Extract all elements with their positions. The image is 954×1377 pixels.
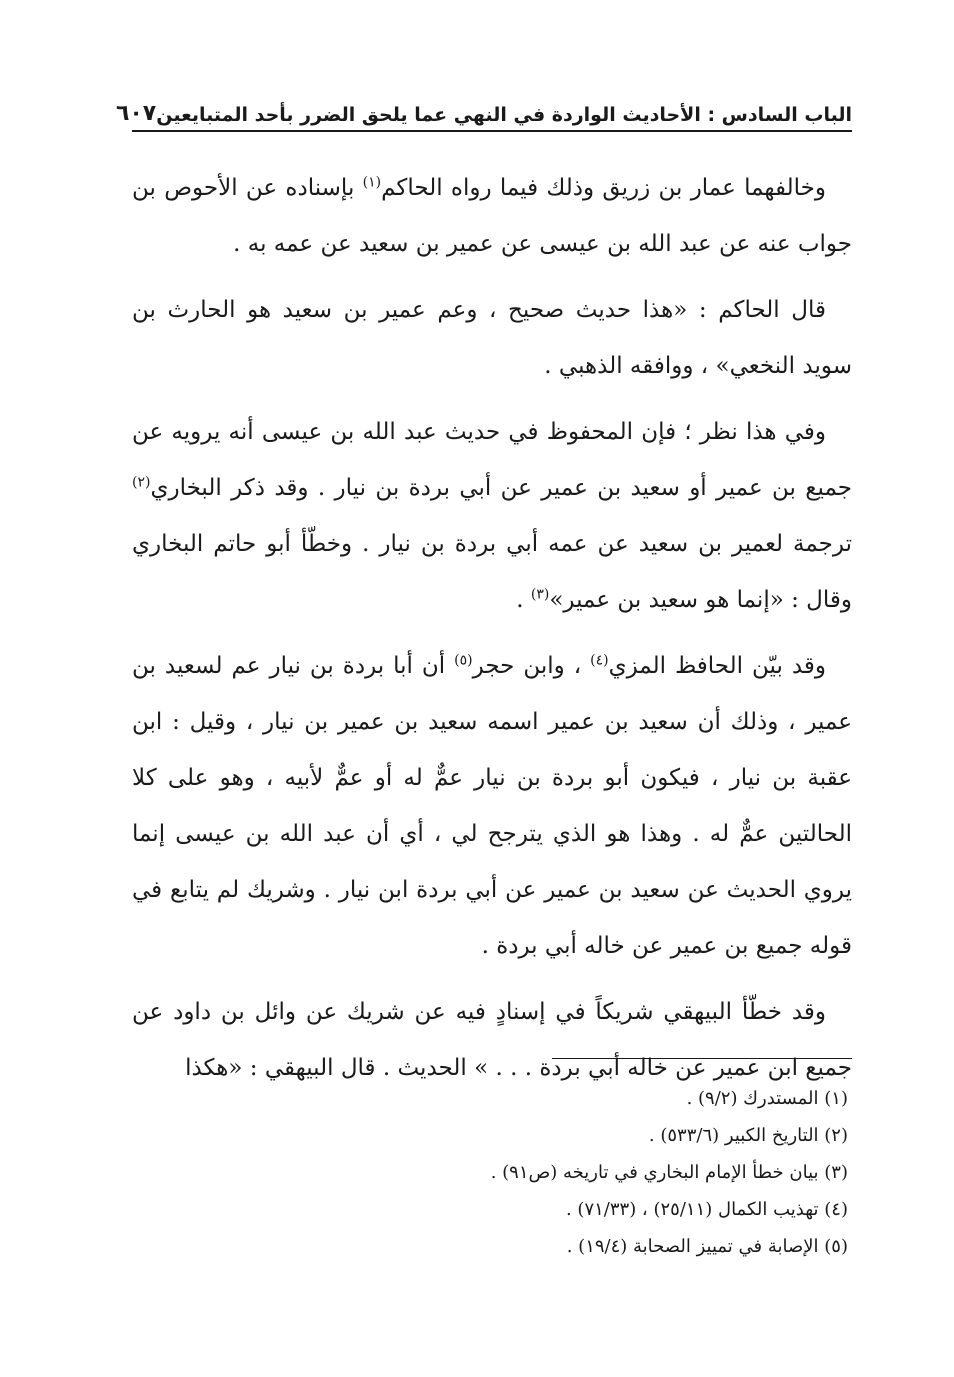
footnote: (٣) بيان خطأ الإمام البخاري في تاريخه (ص٩١) . bbox=[490, 1162, 848, 1183]
paragraph-text: وخالفهما عمار بن زريق وذلك فيما رواه الحاكم bbox=[381, 175, 826, 201]
paragraph-text: أن أبا بردة بن نيار عم لسعيد بن عمير ، وذلك أن سعيد بن عمير اسمه سعيد بن عمير بن نيار ، وقيل : ابن عقبة بن نيار ، فيكون أبو بردة بن نيار عمٌّ له أو عمٌّ لأبيه ، وهو على كلا الحالتين عمٌّ له . وهذا هو الذي يترجح لي ، أي أن عبد الله بن عيسى إنما يروي الحديث عن سعيد بن عمير عن أبي بردة ابن نيار . وشريك لم يتابع في قوله جميع بن عمير عن خاله أبي بردة . bbox=[132, 653, 852, 959]
paragraph-text: ترجمة لعمير بن سعيد عن عمه أبي بردة بن نيار . وخطّأ أبو حاتم البخاري وقال : «إنما هو سعيد بن عمير» bbox=[132, 531, 852, 613]
paragraph bbox=[132, 160, 852, 272]
footnote: (٥) الإصابة في تمييز الصحابة (١٩/٤) . bbox=[566, 1236, 848, 1257]
footnote: (٢) التاريخ الكبير (٥٣٣/٦) . bbox=[648, 1125, 848, 1146]
page-number: ٦٠٧ bbox=[115, 101, 157, 126]
paragraph-text: . bbox=[516, 587, 531, 613]
paragraph-text: وقد بيّن الحافظ المزي bbox=[608, 653, 826, 679]
running-header bbox=[115, 92, 852, 132]
chapter-title: الباب السادس : الأحاديث الواردة في النهي عما يلحق الضرر بأحد المتبايعين bbox=[156, 104, 852, 126]
paragraph-text: وقد خطّأ البيهقي شريكاً في إسنادٍ فيه عن شريك عن وائل بن داود عن جميع ابن عمير عن خاله أبي بردة . . . » الحديث . قال البيهقي : «هكذا bbox=[132, 999, 852, 1081]
paragraph-text: وفي هذا نظر ؛ فإن المحفوظ في حديث عبد الله بن عيسى أنه يرويه عن جميع بن عمير أو سعيد بن عمير عن أبي بردة بن نيار . وقد ذكر البخاري bbox=[132, 419, 852, 501]
paragraph bbox=[132, 404, 852, 628]
footnote: (١) المستدرك (٩/٢) . bbox=[686, 1088, 848, 1109]
footnote-reference: (١) bbox=[362, 174, 382, 191]
paragraph bbox=[132, 638, 852, 974]
footnote: (٤) تهذيب الكمال (٢٥/١١) ، (٧١/٣٣) . bbox=[565, 1199, 848, 1220]
paragraph-text: قال الحاكم : «هذا حديث صحيح ، وعم عمير بن سعيد هو الحارث بن سويد النخعي» ، ووافقه الذهبي . bbox=[132, 297, 852, 379]
paragraph-text: ، وابن حجر bbox=[472, 653, 591, 679]
paragraph-text: بإسناده عن الأحوص بن جواب عنه عن عبد الله بن عيسى عن عمير بن سعيد عن عمه به . bbox=[132, 175, 852, 257]
footnote-reference: (٣) bbox=[530, 586, 550, 603]
footnote-reference: (٤) bbox=[590, 652, 609, 669]
footnote-reference: (٥) bbox=[454, 652, 473, 669]
footnote-divider bbox=[552, 1058, 852, 1059]
body-text bbox=[132, 160, 852, 1106]
paragraph bbox=[132, 282, 852, 394]
footnote-reference: (٢) bbox=[132, 474, 151, 491]
footnotes-list bbox=[132, 1080, 852, 1265]
